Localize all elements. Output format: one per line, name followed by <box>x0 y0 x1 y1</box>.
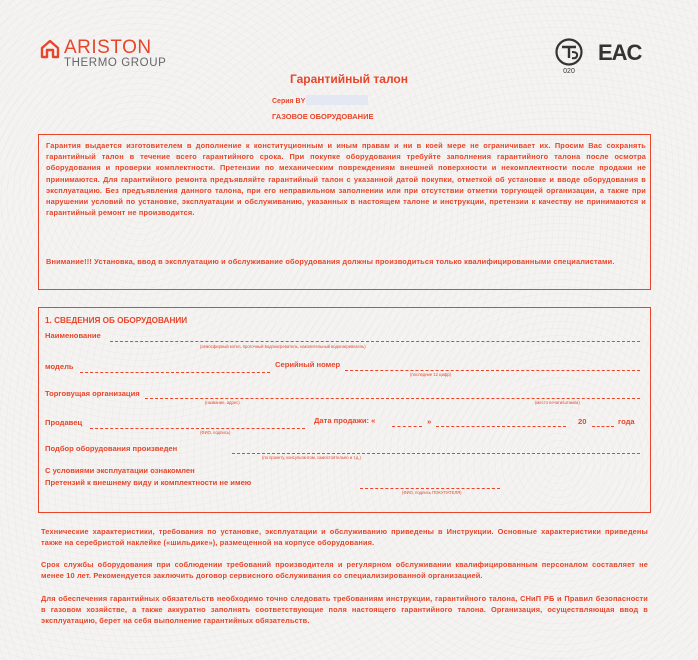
trade-org-hint: (название, адрес) <box>205 400 240 405</box>
sale-date-close: » <box>427 417 432 426</box>
model-label: модель <box>45 362 74 371</box>
name-label: Наименование <box>45 331 101 340</box>
warranty-terms-text: Гарантия выдается изготовителем в дополнение к конституционным и иным правам и ни в коей мере не ограничивает их. Просим Вас сохранять гарантийный талон в течение всего гарантийного срока. При покупке оборудования требуйте заполнения гарантийного талона после осмотра оборудования и проверки комплектности. Претензии по механическим повреждениям внешней поверхности и некомплектности после продажи не принимаются. Для гарантийного ремонта предъявляйте гарантийный талон с указанной датой покупки, отметкой об установке и вводе оборудования в эксплуатацию. Без предъявления данного талона, при его неправильном заполнении или при отсутствии отметки торгующей организации, а также при нарушении условий по установке, эксплуатации и обслуживанию, указанных в настоящем талоне и инструкции, претензии к качеству не принимаются и гарантийный ремонт не производится. <box>46 141 646 218</box>
claims-hint: (ФИО, подпись ПОКУПАТЕЛЯ) <box>402 490 462 495</box>
stb-mark-icon <box>553 38 585 68</box>
model-line[interactable] <box>80 372 270 373</box>
seller-label: Продавец <box>45 418 83 427</box>
name-line[interactable] <box>110 341 640 342</box>
footer-paragraph-2: Срок службы оборудования при соблюдении требований производителя и регулярном обслуживании квалифицированным персоналом составляет не менее 10 лет. Рекомендуется заключить договор сервисного обслуживания со специализированной организацией. <box>41 560 648 581</box>
cert-number: 020 <box>563 68 575 75</box>
trade-org-label: Торговущая организация <box>45 389 140 398</box>
serial-label: Серийный номер <box>275 360 341 369</box>
attention-text: Внимание!!! Установка, ввод в эксплуатацию и обслуживание оборудования должны производиться только квалифицированными специалистами. <box>46 257 615 266</box>
seller-line[interactable] <box>90 428 305 429</box>
footer-paragraph-3: Для обеспечения гарантийных обязательств необходимо точно следовать требованиям инструкции, гарантийного талона, СНиП РБ и Правил безопасности в газовом хозяйстве, а также аккуратно заполнять соответствующие поля настоящего гарантийного талона. Организация, осуществляющая ввод в эксплуатацию, берет на себя выполнение гарантийных обязательств. <box>41 594 648 626</box>
document-title: Гарантийный талон <box>289 72 408 86</box>
selection-line[interactable] <box>232 453 640 454</box>
serial-hint: (последние 12 цифр) <box>410 372 452 377</box>
brand-name: ARISTON <box>64 37 152 58</box>
ariston-house-icon <box>40 39 60 59</box>
equipment-type: ГАЗОВОЕ ОБОРУДОВАНИЕ <box>272 112 374 121</box>
sale-date-label: Дата продажи: « <box>314 416 376 425</box>
trade-org-line[interactable] <box>145 398 640 399</box>
footer-paragraph-1: Технические характеристики, требования по установке, эксплуатации и обслуживанию приведены в Инструкции. Основные характеристики приведены также на серебристой наклейке («шильдике»), размещенной на корпусе оборудования. <box>41 527 648 548</box>
sale-year-prefix: 20 <box>578 417 587 426</box>
acquainted-label: С условиями эксплуатации ознакомлен <box>45 466 195 475</box>
name-hint: (атмосферный котел, проточный водонагреватель, накопительный водонагреватель) <box>200 344 366 349</box>
section-title: 1. СВЕДЕНИЯ ОБ ОБОРУДОВАНИИ <box>45 316 188 325</box>
sale-day-line[interactable] <box>392 426 422 427</box>
sale-year-suffix: года <box>618 417 635 426</box>
serial-line[interactable] <box>345 370 640 371</box>
stamp-hint: (место печати/штампа) <box>535 400 580 405</box>
claims-line[interactable] <box>360 488 500 489</box>
eac-mark: EAC <box>598 40 642 65</box>
sale-month-line[interactable] <box>436 426 566 427</box>
selection-label: Подбор оборудования произведен <box>45 444 178 453</box>
series-label: Серия BY <box>272 98 306 105</box>
selection-hint: (по проекту, консультантом, самостоятельно и т.д.) <box>262 455 361 460</box>
seller-hint: (ФИО, подпись) <box>200 430 231 435</box>
sale-year-line[interactable] <box>592 426 614 427</box>
brand-sub: THERMO GROUP <box>64 57 167 69</box>
ariston-logo <box>40 38 166 70</box>
claims-label: Претензий к внешнему виду и комплектности не имею <box>45 478 252 487</box>
series-number-field <box>306 95 368 105</box>
